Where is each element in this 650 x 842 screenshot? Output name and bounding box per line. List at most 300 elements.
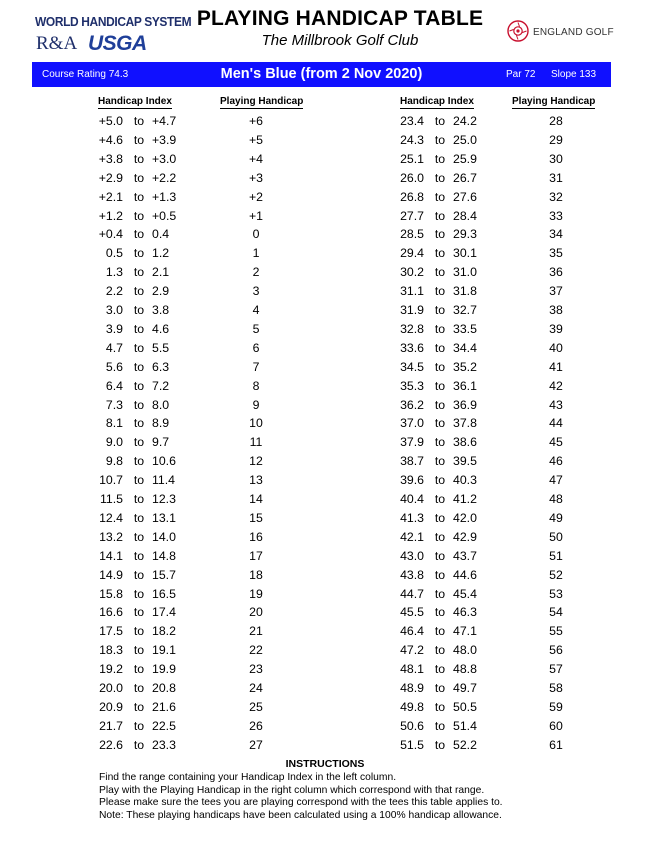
playing-handicap: 17 <box>249 548 263 563</box>
playing-handicap: 36 <box>549 265 563 280</box>
table-row <box>0 244 650 263</box>
handicap-index-from: 44.7 <box>400 586 424 601</box>
to-label: to <box>434 246 446 261</box>
playing-handicap: 49 <box>549 510 563 525</box>
handicap-index-from: 21.7 <box>99 718 123 733</box>
handicap-index-to: 34.4 <box>453 340 477 355</box>
ra-logo: R&A <box>36 33 78 54</box>
table-row <box>0 301 650 320</box>
playing-handicap: 30 <box>549 151 563 166</box>
playing-handicap: 46 <box>549 454 563 469</box>
handicap-index-to: 48.0 <box>453 643 477 658</box>
handicap-index-from: 22.6 <box>99 737 123 752</box>
handicap-index-to: 9.7 <box>152 435 170 450</box>
handicap-index-to: 35.2 <box>453 359 477 374</box>
playing-handicap: 52 <box>549 567 563 582</box>
table-row <box>0 339 650 358</box>
handicap-index-to: 25.0 <box>453 132 477 147</box>
to-label: to <box>434 435 446 450</box>
to-label: to <box>434 265 446 280</box>
to-label: to <box>133 435 145 450</box>
to-label: to <box>133 132 145 147</box>
handicap-index-to: 14.8 <box>152 548 176 563</box>
page-title: PLAYING HANDICAP TABLE <box>196 7 484 30</box>
instructions-text <box>99 772 503 823</box>
instructions-title: INSTRUCTIONS <box>285 758 365 770</box>
handicap-index-to: 27.6 <box>453 189 477 204</box>
playing-handicap: 11 <box>249 435 263 450</box>
handicap-index-to: 37.8 <box>453 416 477 431</box>
handicap-index-from: 23.4 <box>400 114 424 128</box>
col-header-handicap-index-left: Handicap Index <box>98 96 172 107</box>
handicap-index-from: 5.6 <box>105 359 123 374</box>
handicap-index-to: 3.8 <box>152 303 170 317</box>
playing-handicap: 32 <box>549 189 563 204</box>
handicap-index-to: 33.5 <box>453 321 477 336</box>
handicap-index-to: 39.5 <box>453 454 477 469</box>
to-label: to <box>434 189 446 204</box>
to-label: to <box>434 510 446 525</box>
handicap-index-from: 27.7 <box>400 208 424 223</box>
handicap-index-from: 6.4 <box>105 378 123 393</box>
to-label: to <box>133 454 145 469</box>
to-label: to <box>133 492 145 506</box>
to-label: to <box>434 605 446 620</box>
england-golf-rose-icon <box>507 20 529 42</box>
to-label: to <box>434 586 446 601</box>
handicap-index-to: 13.1 <box>152 510 176 525</box>
table-row <box>0 169 650 188</box>
table-row <box>0 509 650 528</box>
handicap-index-to: +0.5 <box>152 208 177 223</box>
playing-handicap: 51 <box>549 548 563 563</box>
handicap-index-from: 4.7 <box>105 340 123 355</box>
playing-handicap: 19 <box>249 586 263 601</box>
playing-handicap: 22 <box>249 643 263 658</box>
handicap-index-to: 21.6 <box>152 699 176 714</box>
playing-handicap: 14 <box>249 492 263 506</box>
playing-handicap: 41 <box>549 359 563 374</box>
to-label: to <box>133 397 145 412</box>
handicap-index-to: 28.4 <box>453 208 477 223</box>
course-rating: Course Rating 74.3 <box>42 69 129 80</box>
to-label: to <box>434 454 446 469</box>
table-row <box>0 358 650 377</box>
handicap-index-from: +2.9 <box>98 170 123 185</box>
handicap-index-from: 51.5 <box>400 737 424 752</box>
handicap-index-from: 9.8 <box>105 454 123 469</box>
handicap-index-to: +3.0 <box>152 151 177 166</box>
to-label: to <box>133 605 145 620</box>
playing-handicap: 53 <box>549 586 563 601</box>
playing-handicap: 16 <box>249 529 263 544</box>
playing-handicap: 50 <box>549 529 563 544</box>
playing-handicap: 31 <box>549 170 563 185</box>
playing-handicap: 61 <box>549 737 563 752</box>
handicap-index-from: 9.0 <box>105 435 123 450</box>
to-label: to <box>133 662 145 677</box>
handicap-index-to: 11.4 <box>152 473 176 488</box>
handicap-index-to: 46.3 <box>453 605 477 620</box>
to-label: to <box>434 284 446 299</box>
handicap-index-to: 23.3 <box>152 737 176 752</box>
handicap-index-from: 16.6 <box>99 605 123 620</box>
handicap-index-to: 30.1 <box>453 246 477 261</box>
handicap-index-from: 43.0 <box>400 548 424 563</box>
table-row <box>0 717 650 736</box>
playing-handicap: 2 <box>252 265 260 280</box>
playing-handicap: 40 <box>549 340 563 355</box>
handicap-index-to: 17.4 <box>152 605 176 620</box>
table-row <box>0 736 650 755</box>
handicap-index-to: 19.1 <box>152 643 176 658</box>
table-row <box>0 150 650 169</box>
handicap-index-from: 30.2 <box>400 265 424 280</box>
table-row <box>0 698 650 717</box>
to-label: to <box>434 718 446 733</box>
to-label: to <box>133 529 145 544</box>
to-label: to <box>434 416 446 431</box>
playing-handicap: 12 <box>249 454 263 469</box>
handicap-index-to: 5.5 <box>152 340 170 355</box>
to-label: to <box>434 378 446 393</box>
handicap-index-from: 0.5 <box>105 246 123 261</box>
to-label: to <box>133 643 145 658</box>
instruction-line: Find the range containing your Handicap Index in the left column. <box>99 772 397 783</box>
to-label: to <box>133 321 145 336</box>
handicap-index-from: 34.5 <box>400 359 424 374</box>
to-label: to <box>133 246 145 261</box>
handicap-index-to: 19.9 <box>152 662 176 677</box>
handicap-index-to: 0.4 <box>152 227 170 242</box>
to-label: to <box>434 227 446 242</box>
playing-handicap: 27 <box>249 737 263 752</box>
playing-handicap: +2 <box>248 189 264 204</box>
handicap-index-to: 31.8 <box>453 284 477 299</box>
playing-handicap: +5 <box>248 132 264 147</box>
playing-handicap: 6 <box>252 340 260 355</box>
handicap-index-to: 26.7 <box>453 170 477 185</box>
handicap-index-from: 14.1 <box>99 548 123 563</box>
instruction-line: Please make sure the tees you are playing correspond with the tees this table applies to. <box>99 797 503 809</box>
to-label: to <box>133 681 145 695</box>
handicap-index-to: 29.3 <box>453 227 477 242</box>
to-label: to <box>133 737 145 752</box>
to-label: to <box>434 548 446 563</box>
handicap-index-from: 31.9 <box>400 303 424 317</box>
to-label: to <box>133 624 145 639</box>
handicap-index-from: 11.5 <box>99 492 123 506</box>
playing-handicap: +3 <box>248 170 264 185</box>
to-label: to <box>133 227 145 242</box>
table-row <box>0 622 650 641</box>
handicap-index-from: 41.3 <box>400 510 424 525</box>
playing-handicap: 56 <box>549 643 563 658</box>
handicap-index-to: 1.2 <box>152 246 170 261</box>
handicap-index-from: 47.2 <box>400 643 424 658</box>
handicap-index-from: 2.2 <box>105 284 123 299</box>
handicap-index-to: +1.3 <box>152 189 177 204</box>
table-row <box>0 433 650 452</box>
handicap-index-to: 50.5 <box>453 699 477 714</box>
col-header-playing-handicap-right: Playing Handicap <box>512 96 596 107</box>
handicap-index-to: 41.2 <box>453 492 477 506</box>
table-row <box>0 263 650 282</box>
to-label: to <box>133 303 145 317</box>
table-row <box>0 547 650 566</box>
playing-handicap: 5 <box>252 321 260 336</box>
table-row <box>0 641 650 660</box>
playing-handicap: 10 <box>249 416 263 431</box>
table-row <box>0 414 650 433</box>
handicap-index-from: 28.5 <box>400 227 424 242</box>
handicap-index-from: +2.1 <box>98 189 123 204</box>
playing-handicap: 35 <box>549 246 563 261</box>
handicap-index-to: 32.7 <box>453 303 477 317</box>
playing-handicap: 4 <box>252 303 260 317</box>
col-header-playing-handicap-left: Playing Handicap <box>220 96 304 107</box>
handicap-index-from: 19.2 <box>99 662 123 677</box>
handicap-index-to: 14.0 <box>152 529 176 544</box>
handicap-index-from: 25.1 <box>400 151 424 166</box>
handicap-index-to: +4.7 <box>152 114 177 128</box>
playing-handicap: 54 <box>549 605 563 620</box>
to-label: to <box>133 548 145 563</box>
instruction-line: Play with the Playing Handicap in the right column which correspond with that range. <box>99 784 485 796</box>
handicap-index-to: 12.3 <box>152 492 176 506</box>
handicap-index-to: 6.3 <box>152 359 170 374</box>
handicap-index-to: 31.0 <box>453 265 477 280</box>
handicap-index-from: 12.4 <box>99 510 123 525</box>
playing-handicap: 37 <box>549 284 563 299</box>
to-label: to <box>133 473 145 488</box>
handicap-index-to: +3.9 <box>152 132 177 147</box>
playing-handicap: 25 <box>249 699 263 714</box>
playing-handicap: 0 <box>252 227 260 242</box>
playing-handicap: +6 <box>248 114 264 128</box>
to-label: to <box>434 624 446 639</box>
table-row <box>0 377 650 396</box>
to-label: to <box>434 737 446 752</box>
to-label: to <box>434 303 446 317</box>
playing-handicap: 18 <box>249 567 263 582</box>
handicap-index-from: 18.3 <box>99 643 123 658</box>
to-label: to <box>133 265 145 280</box>
handicap-index-from: 48.1 <box>400 662 424 677</box>
handicap-index-from: 49.8 <box>400 699 424 714</box>
club-name: The Millbrook Golf Club <box>261 32 419 49</box>
playing-handicap: 3 <box>252 284 260 299</box>
table-row <box>0 282 650 301</box>
handicap-index-from: 20.9 <box>99 699 123 714</box>
to-label: to <box>133 510 145 525</box>
to-label: to <box>133 208 145 223</box>
to-label: to <box>133 340 145 355</box>
par-value: Par 72 <box>506 69 536 80</box>
handicap-index-from: +1.2 <box>98 208 123 223</box>
handicap-index-to: 42.9 <box>453 529 477 544</box>
handicap-index-from: +0.4 <box>98 227 123 242</box>
handicap-index-from: 42.1 <box>400 529 424 544</box>
handicap-index-from: +4.6 <box>98 132 123 147</box>
handicap-index-to: 7.2 <box>152 378 170 393</box>
to-label: to <box>434 529 446 544</box>
handicap-index-from: 36.2 <box>400 397 424 412</box>
playing-handicap: 24 <box>249 681 263 695</box>
handicap-index-from: 26.0 <box>400 170 424 185</box>
playing-handicap: 39 <box>549 321 563 336</box>
handicap-index-from: 35.3 <box>400 378 424 393</box>
playing-handicap: 45 <box>549 435 563 450</box>
table-row <box>0 660 650 679</box>
instruction-line: Note: These playing handicaps have been calculated using a 100% handicap allowance. <box>99 810 502 822</box>
to-label: to <box>133 416 145 431</box>
handicap-index-from: 17.5 <box>99 624 123 639</box>
to-label: to <box>434 397 446 412</box>
handicap-index-to: 49.7 <box>453 681 477 695</box>
table-row <box>0 131 650 150</box>
handicap-index-to: 51.4 <box>453 718 477 733</box>
handicap-index-to: 52.2 <box>453 737 477 752</box>
playing-handicap: 13 <box>249 473 263 488</box>
playing-handicap: 28 <box>549 114 563 128</box>
playing-handicap: 58 <box>549 681 563 695</box>
handicap-index-to: 10.6 <box>152 454 176 469</box>
handicap-index-to: 45.4 <box>453 586 477 601</box>
handicap-index-from: 26.8 <box>400 189 424 204</box>
handicap-index-from: 43.8 <box>400 567 424 582</box>
handicap-index-to: 16.5 <box>152 586 176 601</box>
handicap-index-to: 2.1 <box>152 265 170 280</box>
handicap-index-from: 31.1 <box>400 284 424 299</box>
to-label: to <box>434 699 446 714</box>
handicap-index-from: 45.5 <box>400 605 424 620</box>
handicap-index-from: 40.4 <box>400 492 424 506</box>
page-header <box>0 0 650 64</box>
table-row <box>0 112 650 131</box>
table-row <box>0 566 650 585</box>
to-label: to <box>133 359 145 374</box>
to-label: to <box>434 340 446 355</box>
to-label: to <box>133 114 145 128</box>
handicap-index-to: 36.9 <box>453 397 477 412</box>
to-label: to <box>133 151 145 166</box>
table-row <box>0 225 650 244</box>
to-label: to <box>133 567 145 582</box>
handicap-index-to: +2.2 <box>152 170 177 185</box>
table-row <box>0 603 650 622</box>
to-label: to <box>434 114 446 128</box>
playing-handicap: 42 <box>549 378 563 393</box>
to-label: to <box>434 208 446 223</box>
col-header-handicap-index-right: Handicap Index <box>400 96 474 107</box>
handicap-index-to: 42.0 <box>453 510 477 525</box>
handicap-index-from: 3.9 <box>105 321 123 336</box>
handicap-index-from: 15.8 <box>99 586 123 601</box>
handicap-index-to: 40.3 <box>453 473 477 488</box>
table-row <box>0 585 650 604</box>
to-label: to <box>133 718 145 733</box>
playing-handicap: 38 <box>549 303 563 317</box>
to-label: to <box>133 189 145 204</box>
table-row <box>0 188 650 207</box>
tee-info-band <box>32 62 611 87</box>
to-label: to <box>434 151 446 166</box>
handicap-index-from: 48.9 <box>400 681 424 695</box>
playing-handicap: 29 <box>549 132 563 147</box>
handicap-index-from: 39.6 <box>400 473 424 488</box>
handicap-index-from: 37.9 <box>400 435 424 450</box>
playing-handicap: 59 <box>549 699 563 714</box>
playing-handicap: 21 <box>249 624 263 639</box>
handicap-index-from: 14.9 <box>99 567 123 582</box>
to-label: to <box>434 473 446 488</box>
to-label: to <box>434 321 446 336</box>
playing-handicap: 60 <box>549 718 563 733</box>
handicap-index-to: 22.5 <box>152 718 176 733</box>
handicap-index-from: 10.7 <box>99 473 123 488</box>
usga-logo: USGA <box>88 32 147 55</box>
handicap-index-to: 43.7 <box>453 548 477 563</box>
playing-handicap: 9 <box>252 397 260 412</box>
to-label: to <box>133 699 145 714</box>
playing-handicap: 26 <box>249 718 263 733</box>
playing-handicap: 15 <box>249 510 263 525</box>
to-label: to <box>434 662 446 677</box>
handicap-index-from: 3.0 <box>105 303 123 317</box>
handicap-index-to: 20.8 <box>152 681 176 695</box>
handicap-index-from: 7.3 <box>105 397 123 412</box>
to-label: to <box>434 492 446 506</box>
handicap-index-to: 44.6 <box>453 567 477 582</box>
handicap-index-from: +5.0 <box>98 114 123 128</box>
playing-handicap: 34 <box>549 227 563 242</box>
playing-handicap: 48 <box>549 492 563 506</box>
table-row <box>0 471 650 490</box>
england-golf-logo: ENGLAND GOLF <box>533 27 614 38</box>
handicap-index-to: 25.9 <box>453 151 477 166</box>
playing-handicap: 33 <box>549 208 563 223</box>
handicap-index-from: 46.4 <box>400 624 424 639</box>
slope-value: Slope 133 <box>551 69 597 80</box>
handicap-index-from: 37.0 <box>400 416 424 431</box>
table-row <box>0 679 650 698</box>
handicap-index-from: 20.0 <box>99 681 123 695</box>
to-label: to <box>133 170 145 185</box>
playing-handicap: 20 <box>249 605 263 620</box>
playing-handicap: 44 <box>549 416 563 431</box>
handicap-index-from: 8.1 <box>105 416 123 431</box>
handicap-index-from: 50.6 <box>400 718 424 733</box>
tee-name: Men's Blue (from 2 Nov 2020) <box>220 66 423 82</box>
handicap-index-to: 18.2 <box>152 624 176 639</box>
handicap-index-to: 24.2 <box>453 114 477 128</box>
handicap-index-from: +3.8 <box>98 151 123 166</box>
table-row <box>0 490 650 509</box>
to-label: to <box>434 132 446 147</box>
to-label: to <box>133 378 145 393</box>
to-label: to <box>133 284 145 299</box>
playing-handicap: +1 <box>248 208 264 223</box>
to-label: to <box>434 643 446 658</box>
handicap-index-from: 1.3 <box>105 265 123 280</box>
handicap-index-from: 24.3 <box>400 132 424 147</box>
table-row <box>0 207 650 226</box>
playing-handicap: 43 <box>549 397 563 412</box>
handicap-index-to: 15.7 <box>152 567 176 582</box>
playing-handicap: 8 <box>252 378 260 393</box>
playing-handicap: 23 <box>249 662 263 677</box>
